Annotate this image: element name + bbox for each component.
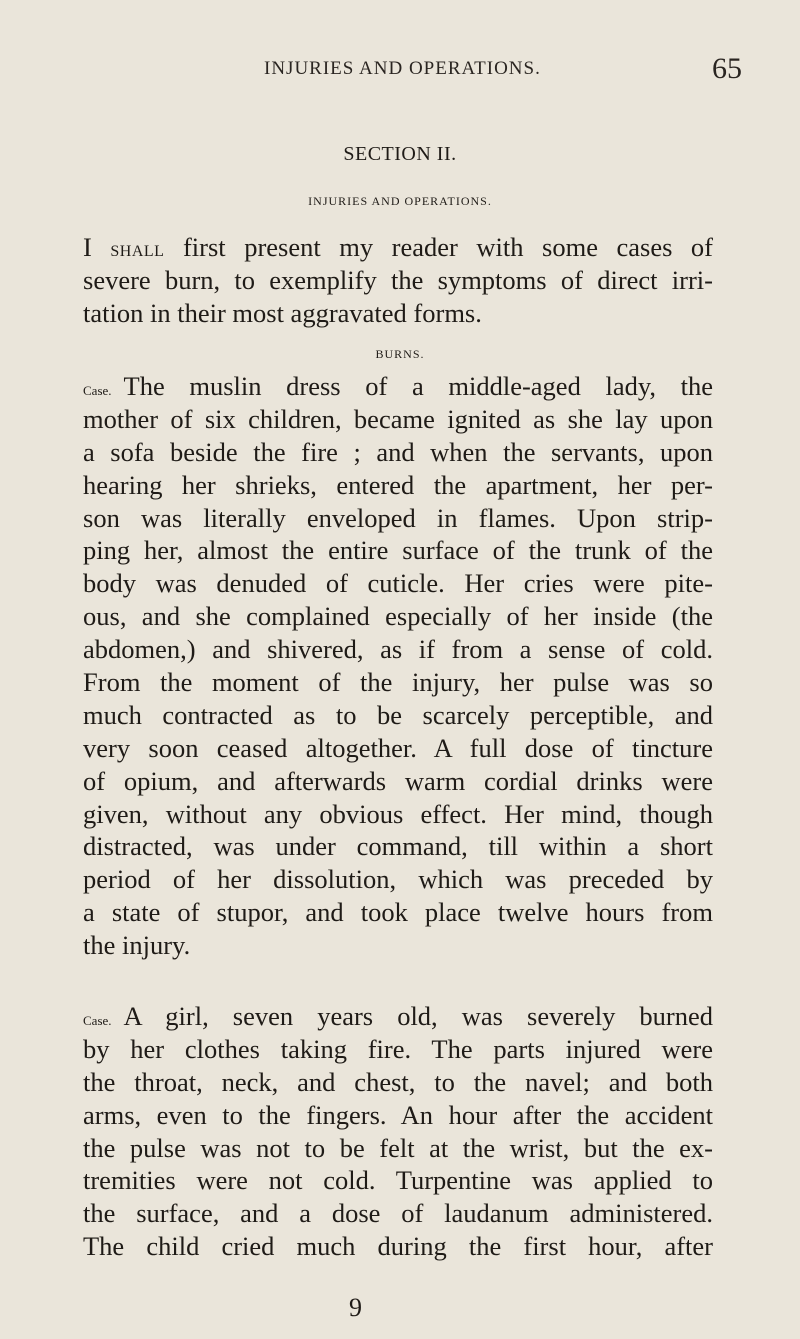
case-one-line: the injury. (83, 930, 191, 961)
case-two-line: by her clothes taking fire. The parts injured were (83, 1033, 713, 1064)
case-one-line: of opium, and afterwards warm cordial drinks were (83, 765, 713, 796)
case-two-line-1: Case. A girl, seven years old, was severely burned (83, 1001, 713, 1031)
case-one-line: a state of stupor, and took place twelve hours from (83, 897, 713, 928)
drop-initial: I (83, 232, 92, 262)
smallcaps-word: SHALL (110, 243, 165, 260)
case-two-line: the surface, and a dose of laudanum administered. (83, 1198, 713, 1229)
section-heading: SECTION II. (343, 143, 457, 165)
case-two-paragraph (83, 1000, 713, 1263)
intro-line-3: tation in their most aggravated forms. (83, 297, 482, 328)
case-one-line: ous, and she complained especially of her inside (the (83, 601, 713, 632)
case-one-line: ping her, almost the entire surface of the trunk of the (83, 535, 713, 566)
case-one-line: much contracted as to be scarcely perceptible, and (83, 699, 713, 730)
intro-paragraph (83, 231, 713, 330)
case-one-line: hearing her shrieks, entered the apartment, her per- (83, 469, 713, 500)
signature-mark: 9 (349, 1293, 362, 1322)
case-two-line: the pulse was not to be felt at the wrist, but the ex- (83, 1132, 713, 1163)
case-one-line: From the moment of the injury, her pulse was so (83, 667, 713, 698)
case-one-line: mother of six children, became ignited as she lay upon (83, 403, 713, 434)
case-one-line: a sofa beside the fire ; and when the servants, upon (83, 436, 713, 467)
intro-line-2: severe burn, to exemplify the symptoms of direct irri- (83, 264, 713, 295)
intro-line-1 (83, 231, 713, 264)
case-one-line: period of her dissolution, which was preceded by (83, 864, 713, 895)
section-subheading: INJURIES AND OPERATIONS. (308, 194, 492, 208)
case-one-line: body was denuded of cuticle. Her cries were pite- (83, 568, 713, 599)
case-one-line: abdomen,) and shivered, as if from a sense of cold. (83, 634, 713, 665)
case-one-line: given, without any obvious effect. Her mind, though (83, 798, 713, 829)
intro-line-text: first present my reader with some cases of (164, 232, 714, 262)
case-marker: Case. (83, 383, 112, 398)
burns-heading: BURNS. (375, 347, 425, 361)
case-two-line: tremities were not cold. Turpentine was applied to (83, 1165, 713, 1196)
case-two-line: the throat, neck, and chest, to the navel; and both (83, 1066, 713, 1097)
case-one-line: distracted, was under command, till within a short (83, 831, 713, 862)
case-two-line: arms, even to the fingers. An hour after the accident (83, 1099, 713, 1130)
case-one-line: son was literally enveloped in flames. Upon strip- (83, 502, 713, 533)
running-head: INJURIES AND OPERATIONS. (264, 58, 541, 79)
page-number: 65 (712, 52, 742, 85)
case-one-line-1: Case. The muslin dress of a middle-aged lady, the (83, 371, 713, 401)
case-one-line: very soon ceased altogether. A full dose of tincture (83, 732, 713, 763)
case-marker: Case. (83, 1013, 112, 1028)
case-one-paragraph (83, 370, 713, 962)
case-two-line: The child cried much during the first hour, after (83, 1231, 713, 1262)
